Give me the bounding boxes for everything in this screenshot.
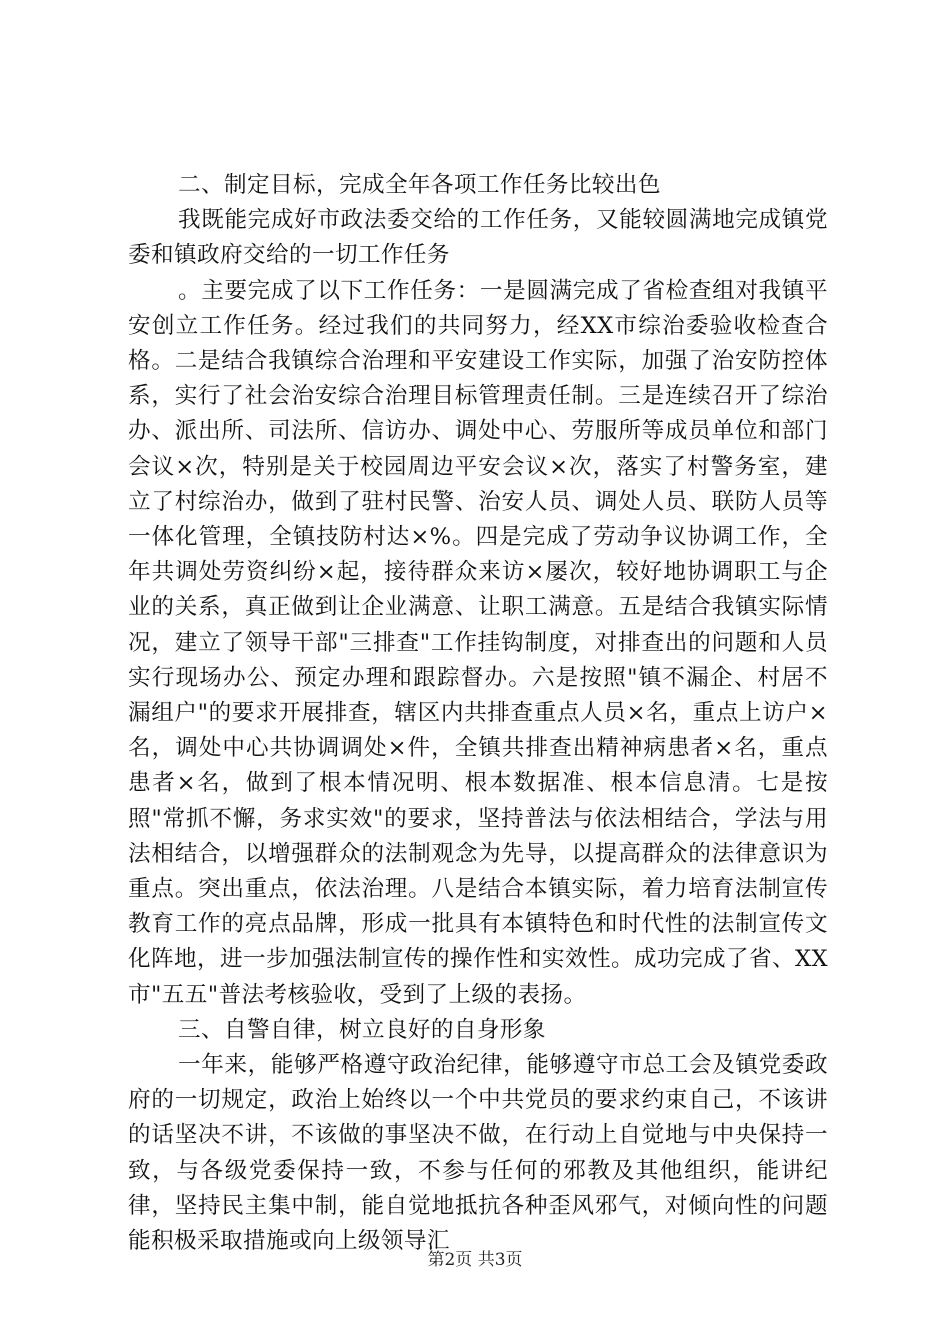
page-footer [0, 1248, 950, 1272]
paragraph-discipline: 一年来，能够严格遵守政治纪律，能够遵守市总工会及镇党委政府的一切规定，政治上始终以一个中共党员的要求约束自己，不该讲的话坚决不讲，不该做的事坚决不做，在行动上自觉地与中央保持一致，与各级党委保持一致，不参与任何的邪教及其他组织，能讲纪律，坚持民主集中制，能自觉地抵抗各种歪风邪气，对倾向性的问题能积极采取措施或向上级领导汇 [128, 1052, 828, 1255]
paragraph-tasks: 。主要完成了以下工作任务：一是圆满完成了省检查组对我镇平安创立工作任务。经过我们的共同努力，经XX市综治委验收检查合格。二是结合我镇综合治理和平安建设工作实际，加强了治安防控体系，实行了社会治安综合治理目标管理责任制。三是连续召开了综治办、派出所、司法所、信访办、调处中心、劳服所等成员单位和部门会议×次，特别是关于校园周边平安会议×次，落实了村警务室，建立了村综治办，做到了驻村民警、治安人员、调处人员、联防人员等一体化管理，全镇技防村达×%。四是完成了劳动争议协调工作，全年共调处劳资纠纷×起，接待群众来访×屡次，较好地协调职工与企业的关系，真正做到让企业满意、让职工满意。五是结合我镇实际情况，建立了领导干部"三排查"工作挂钩制度，对排查出的问题和人员实行现场办公、预定办理和跟踪督办。六是按照"镇不漏企、村居不漏组户"的要求开展排查，辖区内共排查重点人员×名，重点上访户×名，调处中心共协调调处×件，全镇共排查出精神病患者×名，重点患者×名，做到了根本情况明、根本数据准、根本信息清。七是按照"常抓不懈，务求实效"的要求，坚持普法与依法相结合，学法与用法相结合，以增强群众的法制观念为先导，以提高群众的法律意识为重点。突出重点，依法治理。八是结合本镇实际，着力培育法制宣传教育工作的亮点品牌，形成一批具有本镇特色和时代性的法制宣传文化阵地，进一步加强法制宣传的操作性和实效性。成功完成了省、XX市"五五"普法考核验收，受到了上级的表扬。 [128, 277, 828, 1008]
section-heading-3: 三、自警自律，树立良好的自身形象 [178, 1016, 546, 1043]
section-heading-2: 二、制定目标，完成全年各项工作任务比较出色 [178, 172, 661, 198]
paragraph-intro: 我既能完成好市政法委交给的工作任务，又能较圆满地完成镇党委和镇政府交给的一切工作任务 [128, 207, 828, 269]
page-number-label: 第2页 共3页 [427, 1250, 523, 1270]
document-body [128, 168, 828, 1259]
